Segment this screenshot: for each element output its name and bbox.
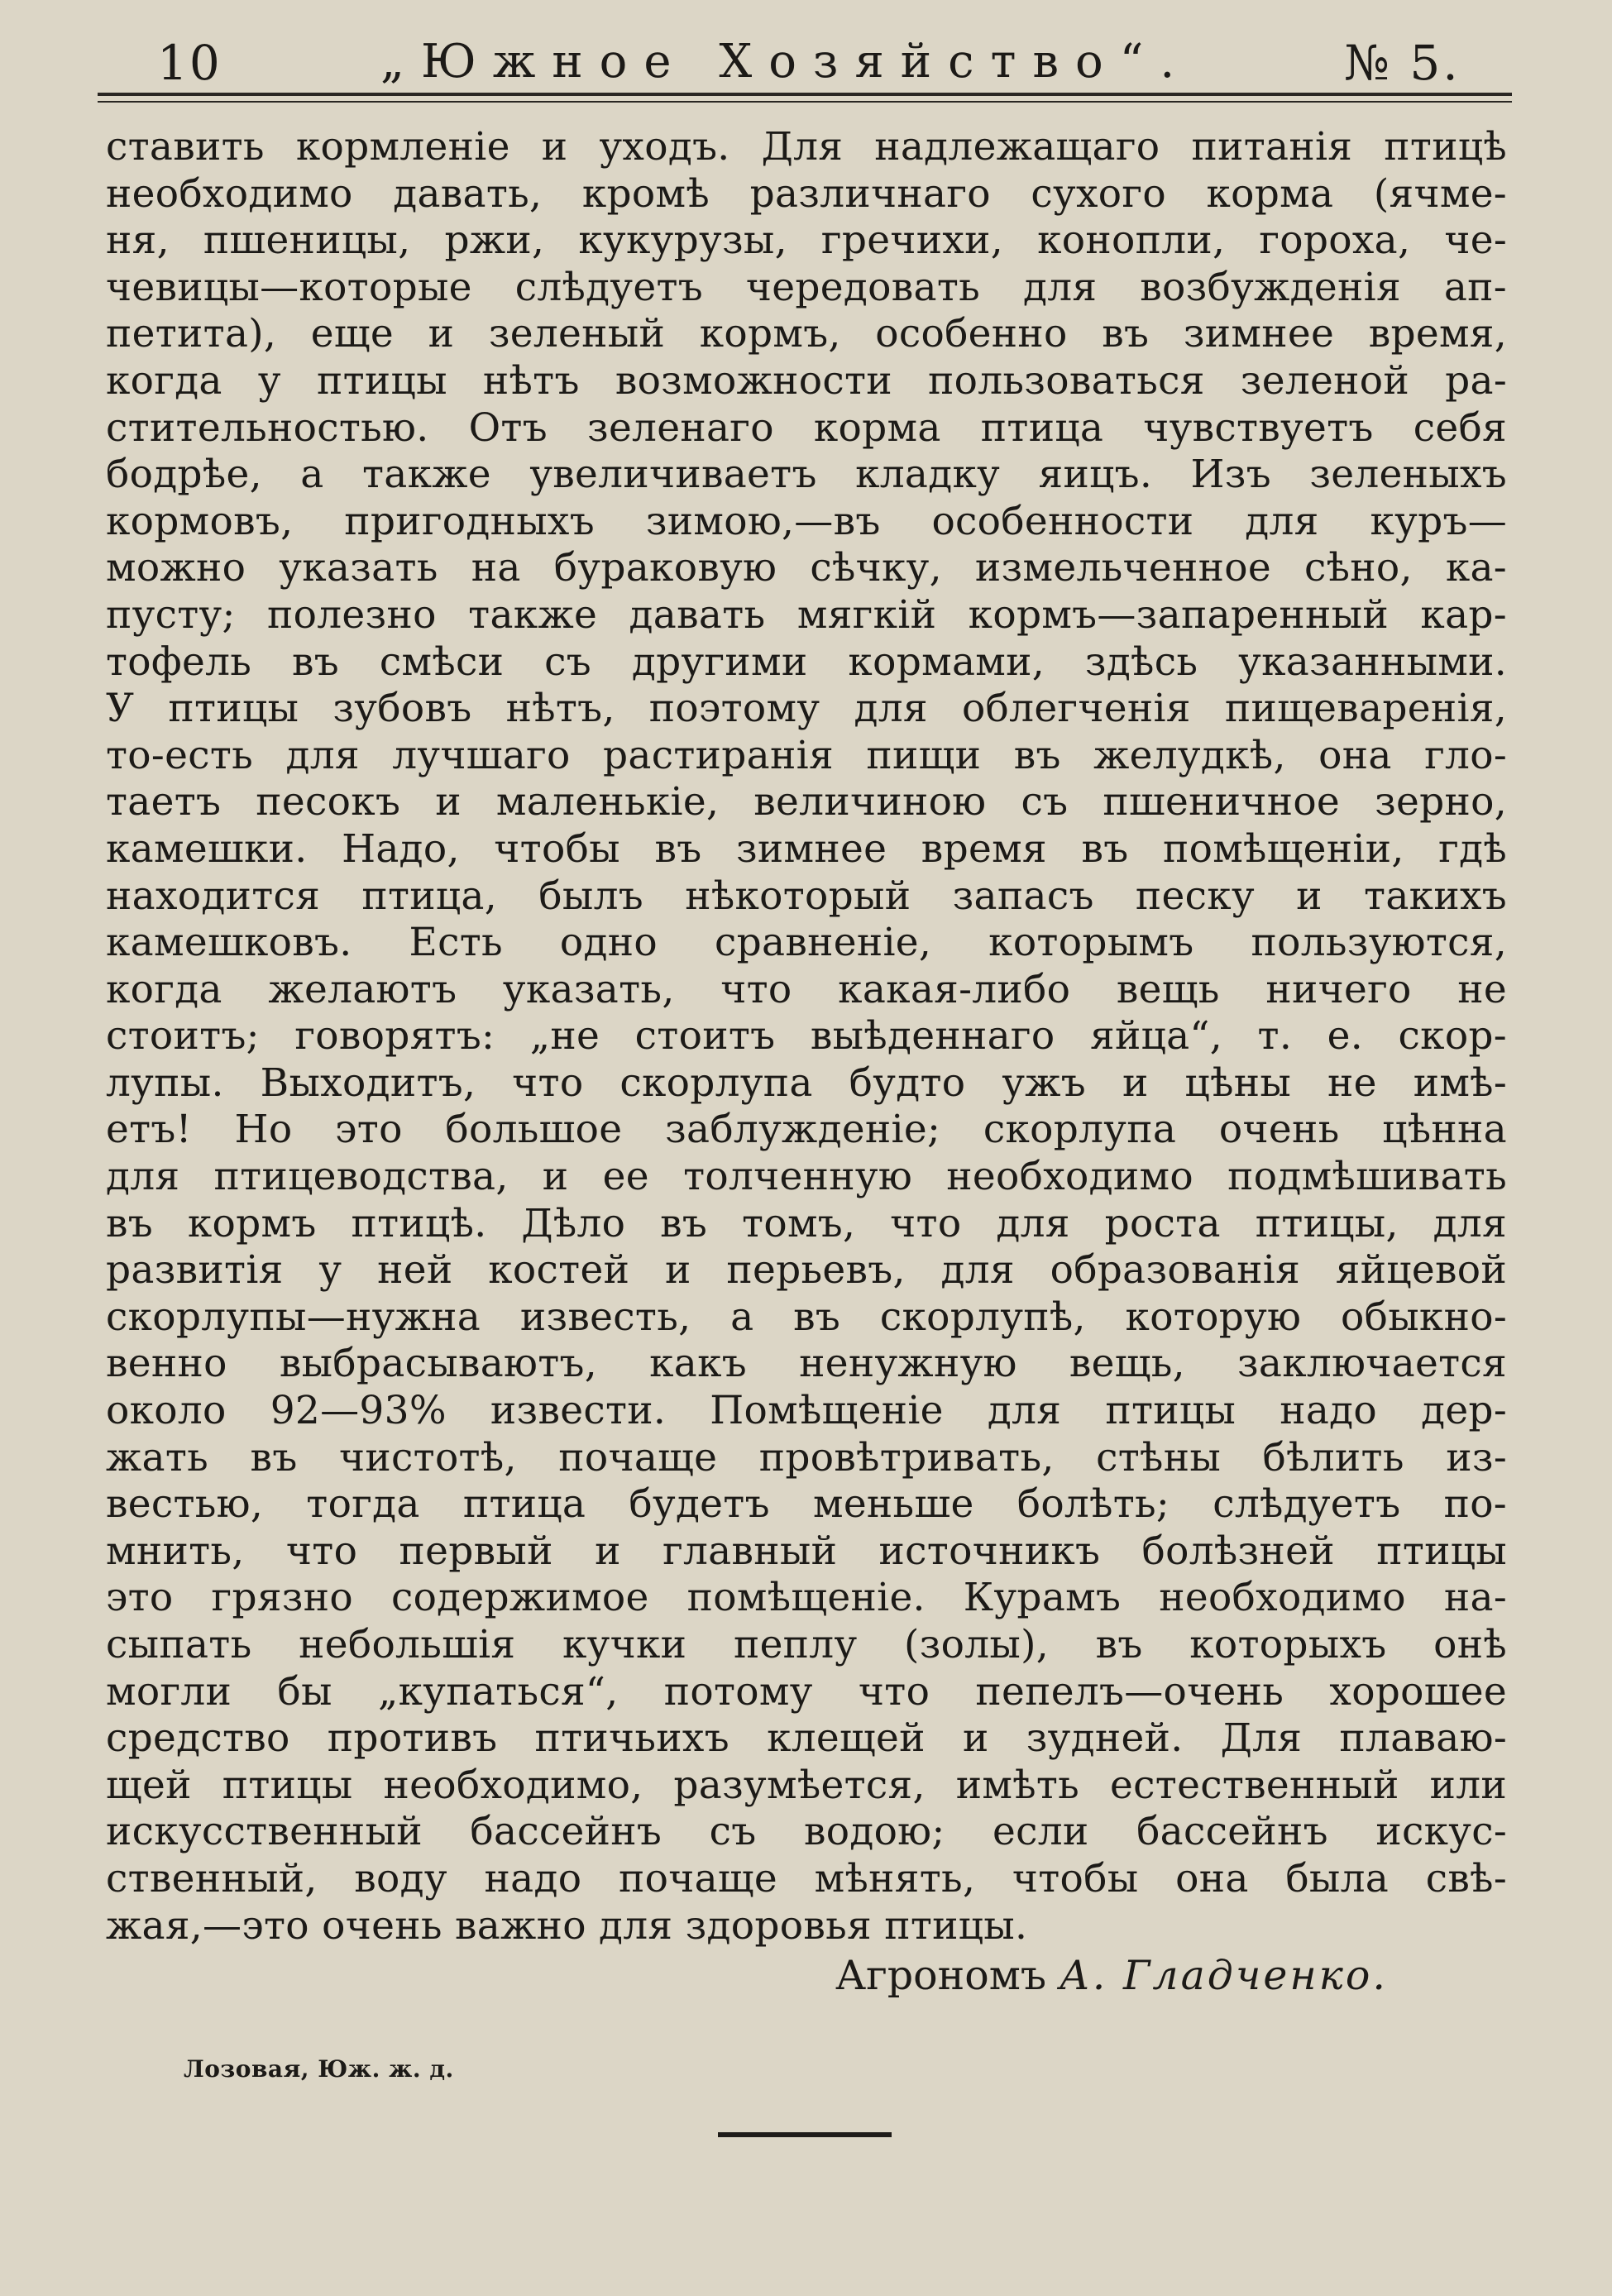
body-line: развитія у ней костей и перьевъ, для образованія яйцевой <box>106 1247 1507 1294</box>
body-line: стительностью. Отъ зеленаго корма птица чувствуетъ себя <box>106 404 1507 451</box>
body-line: мнить, что первый и главный источникъ болѣзней птицы <box>106 1528 1507 1574</box>
body-line: ственный, воду надо почаще мѣнять, чтобы она была свѣ- <box>106 1855 1507 1901</box>
body-line: средство противъ птичьихъ клещей и зудней. Для плаваю- <box>106 1715 1507 1762</box>
body-line: сыпать небольшія кучки пеплу (золы), въ которыхъ онѣ <box>106 1622 1507 1667</box>
body-line: искусственный бассейнъ съ водою; если бассейнъ искус- <box>106 1809 1507 1855</box>
body-line: жая,—это очень важно для здоровья птицы. <box>106 1902 1028 1949</box>
body-line: когда у птицы нѣтъ возможности пользоваться зеленой ра- <box>106 357 1507 404</box>
body-line: камешки. Надо, чтобы въ зимнее время въ помѣщеніи, гдѣ <box>106 825 1507 872</box>
body-line: скорлупы—нужна известь, а въ скорлупѣ, которую обыкно- <box>106 1294 1507 1340</box>
body-line: то-есть для лучшаго растиранія пищи въ желудкѣ, она гло- <box>106 732 1507 778</box>
page-number: 10 <box>157 35 222 91</box>
body-line: У птицы зубовъ нѣтъ, поэтому для облегченія пищеваренія, <box>106 686 1507 732</box>
body-line: пусту; полезно также давать мягкій кормъ—запаренный кар- <box>106 591 1507 638</box>
body-line: щей птицы необходимо, разумѣется, имѣть естественный или <box>106 1762 1507 1808</box>
header-rule-thin <box>98 101 1512 103</box>
signature-title: Агрономъ <box>835 1952 1047 1999</box>
journal-title: „Южное Хозяйство“. <box>380 35 1192 88</box>
body-line: тофель въ смѣси съ другими кормами, здѣсь указанными. <box>106 639 1507 685</box>
body-line: жать въ чистотѣ, почаще провѣтривать, стѣны бѣлить из- <box>106 1434 1507 1480</box>
body-line: это грязно содержимое помѣщеніе. Курамъ необходимо на- <box>106 1575 1507 1621</box>
body-line: етъ! Но это большое заблужденіе; скорлупа очень цѣнна <box>106 1107 1507 1153</box>
body-line: венно выбрасываютъ, какъ ненужную вещь, заключается <box>106 1341 1507 1387</box>
issue-number: № 5. <box>1344 35 1461 91</box>
body-line: около 92—93% извести. Помѣщеніе для птицы надо дер- <box>106 1388 1507 1434</box>
body-line: когда желаютъ указать, что какая-либо вещь ничего не <box>106 966 1507 1012</box>
running-header <box>99 31 1505 98</box>
body-line: могли бы „купаться“, потому что пепелъ—очень хорошее <box>106 1668 1507 1715</box>
signature-name: А. Гладченко. <box>1059 1952 1388 1999</box>
body-line: находится птица, былъ нѣкоторый запасъ песку и такихъ <box>106 873 1507 919</box>
body-line: кормовъ, пригодныхъ зимою,—въ особенности для куръ— <box>106 498 1507 544</box>
body-line: ставить кормленіе и уходъ. Для надлежащаго питанія птицѣ <box>106 124 1507 170</box>
body-line: чевицы—которые слѣдуетъ чередовать для возбужденія ап- <box>106 264 1507 310</box>
body-line: стоитъ; говорятъ: „не стоитъ выѣденнаго яйца“, т. е. скор- <box>106 1013 1507 1060</box>
body-line: бодрѣе, а также увеличиваетъ кладку яицъ. Изъ зеленыхъ <box>106 452 1507 498</box>
body-line: камешковъ. Есть одно сравненіе, которымъ пользуются, <box>106 920 1507 966</box>
body-line: вестью, тогда птица будетъ меньше болѣть; слѣдуетъ по- <box>106 1481 1507 1528</box>
header-rule-thick <box>98 93 1512 96</box>
body-line: въ кормъ птицѣ. Дѣло въ томъ, что для роста птицы, для <box>106 1200 1507 1246</box>
body-line: ня, пшеницы, ржи, кукурузы, гречихи, конопли, гороха, че- <box>106 218 1507 264</box>
body-line: для птицеводства, и ее толченную необходимо подмѣшивать <box>106 1154 1507 1200</box>
body-line: лупы. Выходитъ, что скорлупа будто ужъ и цѣны не имѣ- <box>106 1060 1507 1106</box>
body-line: петита), еще и зеленый кормъ, особенно въ зимнее время, <box>106 311 1507 357</box>
location: Лозовая, Юж. ж. д. <box>184 2055 454 2083</box>
article-body <box>106 124 1507 1949</box>
end-rule <box>718 2132 892 2137</box>
signature <box>835 1952 1388 1999</box>
body-line: таетъ песокъ и маленькіе, величиною съ пшеничное зерно, <box>106 779 1507 825</box>
body-line: можно указать на бураковую сѣчку, измельченное сѣно, ка- <box>106 545 1507 591</box>
body-line: необходимо давать, кромѣ различнаго сухого корма (ячме- <box>106 170 1507 217</box>
